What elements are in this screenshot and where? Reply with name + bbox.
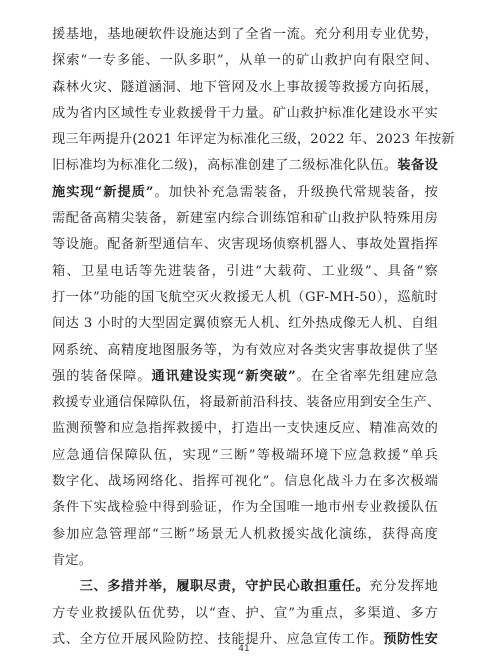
text-span: 间达 3 小时的大型固定翼侦察无人机、红外热成像无人机、自组 xyxy=(52,316,438,332)
text-line xyxy=(52,101,438,127)
text-span: 旧标准均为标准化二级)，高标准创建了二级标准化队伍。 xyxy=(52,158,398,174)
text-span: 救援专业通信保障队伍，将最新前沿科技、装备应用到安全生产、 xyxy=(52,395,441,411)
text-line xyxy=(52,180,438,206)
text-line xyxy=(52,338,438,364)
text-line xyxy=(52,285,438,311)
text-line xyxy=(52,259,438,285)
bold-text-span: 施实现“新提质” xyxy=(52,184,154,200)
text-span: 。加快补充急需装备，升级换代常规装备，按 xyxy=(153,184,439,200)
text-line xyxy=(52,48,438,74)
text-span: 成为省内区域性专业救援骨干力量。矿山救护标准化建设水平实 xyxy=(52,105,438,121)
text-span: 。在全省率先组建应急 xyxy=(295,368,439,384)
text-span: 条件下实战检验中得到验证，作为全国唯一地市州专业救援队伍 xyxy=(52,500,438,516)
text-line xyxy=(52,522,438,548)
text-span: 网系统、高精度地图服务等，为有效应对各类灾害事故提供了坚 xyxy=(52,342,438,358)
text-line xyxy=(52,153,438,179)
text-line xyxy=(52,443,438,469)
text-span: 需配备高精尖装备，新建室内综合训练馆和矿山救护队特殊用房 xyxy=(52,211,438,227)
text-line xyxy=(52,311,438,337)
bold-text-span: 三、多措并举，履职尽责，守护民心敢担重任。 xyxy=(52,579,370,595)
text-span: 式、全方位开展风险防控、技能提升、应急宣传工作。 xyxy=(52,631,384,647)
page-number: 41 xyxy=(238,644,250,654)
text-line xyxy=(52,469,438,495)
bold-text-span: 装备设 xyxy=(397,158,438,174)
text-line xyxy=(52,127,455,153)
text-span: 森林火灾、隧道涵洞、地下管网及水上事故援等救援方向拓展， xyxy=(52,79,438,95)
text-span: 方专业救援队伍优势，以“查、护、宣”为重点，多渠道、多方 xyxy=(52,605,438,621)
text-line xyxy=(52,601,438,627)
text-span: 强的装备保障。 xyxy=(52,368,152,384)
text-line xyxy=(52,390,441,416)
text-line xyxy=(52,75,438,101)
text-span: 现三年两提升(2021 年评定为标准化三级，2022 年、2023 年按新 xyxy=(52,132,455,148)
text-span: 箱、卫星电话等先进装备，引进“大载荷、工业级”、具备“察 xyxy=(52,263,438,279)
text-line xyxy=(52,548,438,574)
text-span: 等设施。配备新型通信车、灾害现场侦察机器人、事故处置指挥 xyxy=(52,237,438,253)
text-span: 打一体”功能的国飞航空灭火救援无人机（GF-MH-50），巡航时 xyxy=(52,289,438,305)
text-span: 参加应急管理部“三断”场景无人机救援实战化演练，获得高度 xyxy=(52,526,438,542)
text-line xyxy=(52,232,438,258)
text-line xyxy=(52,22,438,48)
text-span: 应急通信保障队伍，实现“三断”等极端环境下应急救援“单兵 xyxy=(52,447,438,463)
text-span: 肯定。 xyxy=(52,552,93,568)
text-line xyxy=(52,574,438,600)
bold-text-span: 通讯建设实现“新突破” xyxy=(151,368,296,384)
text-span: 监测预警和应急指挥救援中，打造出一支快速反应、精准高效的 xyxy=(52,421,438,437)
text-span: 探索“一专多能、一队多职”，从单一的矿山救护向有限空间、 xyxy=(52,53,438,69)
text-line xyxy=(52,416,438,442)
text-span: 充分发挥地 xyxy=(369,579,438,595)
text-line xyxy=(52,206,438,232)
text-span: 援基地，基地硬软件设施达到了全省一流。充分利用专业优势， xyxy=(52,27,438,42)
text-span: 数字化、战场网络化、指挥可视化”。信息化战斗力在多次极端 xyxy=(52,474,438,490)
text-line xyxy=(52,364,438,390)
bold-text-span: 预防性安 xyxy=(383,631,438,647)
body-text xyxy=(52,22,455,653)
text-line xyxy=(52,495,438,521)
